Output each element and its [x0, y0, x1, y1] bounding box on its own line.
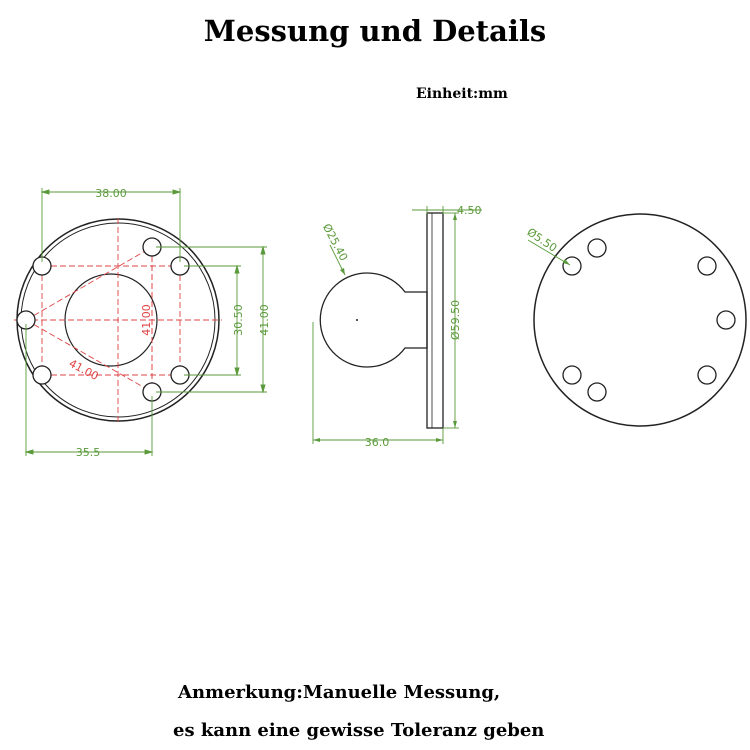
side-dim-plate-thickness: 4.50	[457, 204, 482, 217]
side-dim-plate-diameter: Ø59.50	[449, 299, 462, 341]
front-dim-diagonal: 41.00	[66, 356, 101, 384]
back-hole	[698, 366, 716, 384]
back-dim-hole: Ø5.50	[524, 225, 560, 255]
page-title: Messung und Details	[203, 14, 547, 48]
front-dim-center-vertical: 41.00	[140, 304, 153, 336]
unit-label: Einheit:mm	[416, 86, 508, 102]
back-plate	[534, 214, 746, 426]
back-holes	[563, 239, 735, 401]
front-dim-top: 38.00	[95, 187, 127, 200]
back-hole	[717, 311, 735, 329]
back-hole	[698, 257, 716, 275]
back-hole	[563, 257, 581, 275]
front-holes	[17, 238, 189, 401]
front-view	[14, 187, 271, 459]
back-hole	[588, 239, 606, 257]
back-view	[525, 214, 746, 426]
back-hole	[588, 383, 606, 401]
front-dim-right-inner: 30.50	[232, 304, 245, 336]
side-ball-center	[356, 319, 358, 321]
front-centerlines	[14, 218, 222, 422]
note-line-2: es kann eine gewisse Toleranz geben	[173, 720, 545, 741]
front-dim-right-outer: 41.00	[258, 304, 271, 336]
side-view	[313, 204, 482, 449]
back-hole	[563, 366, 581, 384]
side-plate	[427, 213, 443, 428]
front-hole	[33, 366, 51, 384]
side-dim-length: 36.0	[364, 436, 390, 449]
note-line-1: Anmerkung:Manuelle Messung,	[178, 682, 501, 703]
side-dim-ball: Ø25.40	[319, 221, 351, 264]
side-ball	[320, 273, 427, 367]
front-dim-bottom: 35.5	[75, 446, 101, 459]
